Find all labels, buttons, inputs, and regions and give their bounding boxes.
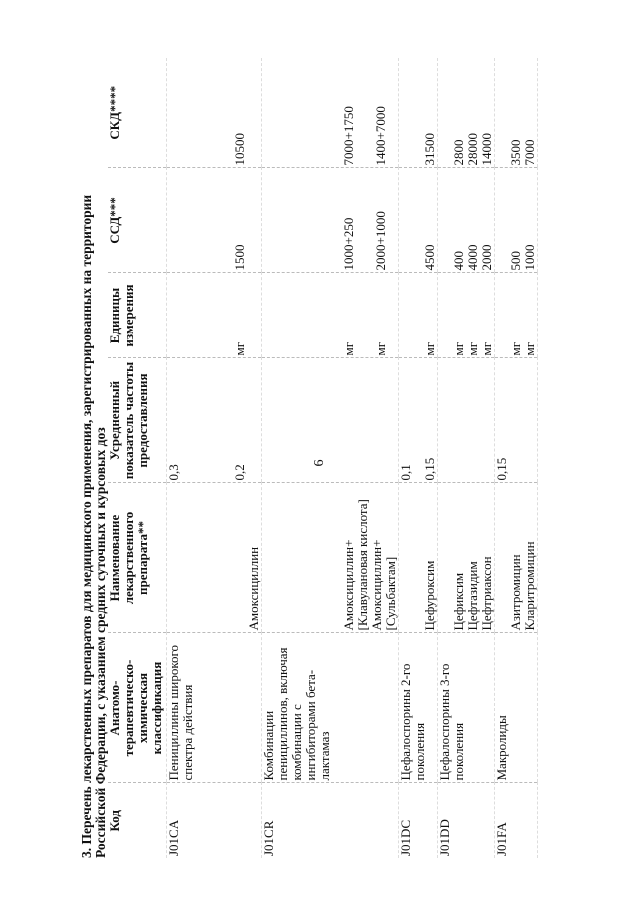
- cell-skd: [399, 58, 438, 168]
- drug-ssd: 1000: [522, 244, 537, 271]
- page-number: 6: [312, 459, 327, 467]
- drug-skd: 2800: [451, 139, 466, 166]
- drug-name: Цефтриаксон: [479, 556, 494, 631]
- table-row: [399, 58, 438, 858]
- cell-name: [262, 483, 399, 633]
- title-line-1: 3. Перечень лекарственных препаратов для медицинского применения, зарегистрированных на территории: [79, 194, 94, 858]
- column-header-name: Наименование лекарственного препарата**: [108, 483, 167, 633]
- drug-skd: 7000: [522, 139, 537, 166]
- cell-ssd: [495, 168, 538, 273]
- drug-ssd: 1000+250: [341, 217, 356, 271]
- column-header-code: Код: [108, 783, 167, 858]
- cell-frequency: [262, 358, 399, 483]
- drug-unit: мг: [341, 341, 356, 356]
- drug-skd: 14000: [479, 133, 494, 166]
- title-line-2: Российской Федерации, с указанием средних суточных и курсовых доз: [93, 427, 108, 858]
- drug-ssd: 500: [508, 251, 523, 271]
- column-header-frequency: Усредненный показатель частоты предоставления: [108, 358, 167, 483]
- cell-name: [399, 483, 438, 633]
- drug-name: Амоксициллин: [246, 546, 261, 631]
- column-header-ssd: ССД***: [108, 168, 167, 273]
- drug-skd: 10500: [232, 133, 247, 166]
- drug-unit: мг: [522, 341, 537, 356]
- table-row: [167, 58, 262, 858]
- cell-skd: [495, 58, 538, 168]
- cell-frequency: [399, 358, 438, 483]
- drug-unit: мг: [508, 341, 523, 356]
- cell-code: J01CA: [167, 783, 262, 858]
- cell-unit: [167, 273, 262, 358]
- cell-ssd: [167, 168, 262, 273]
- cell-atc: Цефалоспорины 3-го поколения: [438, 633, 495, 783]
- document-title: [80, 78, 108, 858]
- drug-skd: 28000: [465, 133, 480, 166]
- drug-table: [108, 58, 538, 858]
- drug-unit: мг: [465, 341, 480, 356]
- cell-code: J01CR: [262, 783, 399, 858]
- drug-unit: мг: [479, 341, 494, 356]
- drug-ssd: 1500: [232, 244, 247, 271]
- cell-code: J01DD: [438, 783, 495, 858]
- drug-skd: 1400+7000: [373, 106, 388, 166]
- cell-code: J01DC: [399, 783, 438, 858]
- group-frequency: 0,1: [398, 464, 413, 481]
- drug-unit: мг: [451, 341, 466, 356]
- cell-name: [167, 483, 262, 633]
- group-frequency: 0,15: [494, 457, 509, 481]
- cell-frequency: [495, 358, 538, 483]
- drug-skd: 31500: [422, 133, 437, 166]
- cell-ssd: [262, 168, 399, 273]
- cell-skd: [262, 58, 399, 168]
- cell-atc: Макролиды: [495, 633, 538, 783]
- column-header-atc: Анатомо-терапевтическо-химическая классификация: [108, 633, 167, 783]
- cell-unit: [399, 273, 438, 358]
- cell-code: J01FA: [495, 783, 538, 858]
- drug-name: Цефуроксим: [422, 560, 437, 631]
- drug-ssd: 4000: [465, 244, 480, 271]
- drug-name: Кларитромицин: [522, 541, 537, 631]
- cell-frequency: [438, 358, 495, 483]
- drug-name: Азитромицин: [508, 554, 523, 631]
- table-row: [438, 58, 495, 858]
- drug-ssd: 4500: [422, 244, 437, 271]
- rotated-page-content: [80, 58, 600, 858]
- cell-frequency: [167, 358, 262, 483]
- column-header-skd: СКД****: [108, 58, 167, 168]
- drug-ssd: 2000+1000: [373, 211, 388, 271]
- drug-name: Амоксициллин+ [Сульбактам]: [369, 539, 398, 631]
- drug-unit: мг: [422, 341, 437, 356]
- cell-skd: [167, 58, 262, 168]
- drug-skd: 7000+1750: [341, 106, 356, 166]
- drug-ssd: 400: [451, 251, 466, 271]
- drug-name: Цефтазидим: [465, 561, 480, 631]
- drug-unit: мг: [373, 341, 388, 356]
- cell-unit: [438, 273, 495, 358]
- cell-unit: [262, 273, 399, 358]
- drug-name: Цефиксим: [451, 572, 466, 631]
- drug-frequency: 0,15: [422, 457, 437, 481]
- cell-name: [438, 483, 495, 633]
- drug-skd: 3500: [508, 139, 523, 166]
- cell-atc: Пенициллины широкого спектра действия: [167, 633, 262, 783]
- cell-skd: [438, 58, 495, 168]
- drug-unit: мг: [232, 341, 247, 356]
- cell-name: [495, 483, 538, 633]
- drug-name: Амоксициллин+ [Клавулановая кислота]: [341, 499, 370, 631]
- cell-atc: Комбинации пенициллинов, включая комбинации с ингибиторами бета-лактамаз: [262, 633, 399, 783]
- table-header-row: [108, 58, 167, 858]
- cell-unit: [495, 273, 538, 358]
- cell-atc: Цефалоспорины 2-го поколения: [399, 633, 438, 783]
- drug-frequency: 0,2: [232, 464, 247, 481]
- drug-ssd: 2000: [479, 244, 494, 271]
- table-row: [262, 58, 399, 858]
- cell-ssd: [399, 168, 438, 273]
- table-row: [495, 58, 538, 858]
- group-frequency: 0,3: [166, 464, 181, 481]
- column-header-unit: Единицы измерения: [108, 273, 167, 358]
- cell-ssd: [438, 168, 495, 273]
